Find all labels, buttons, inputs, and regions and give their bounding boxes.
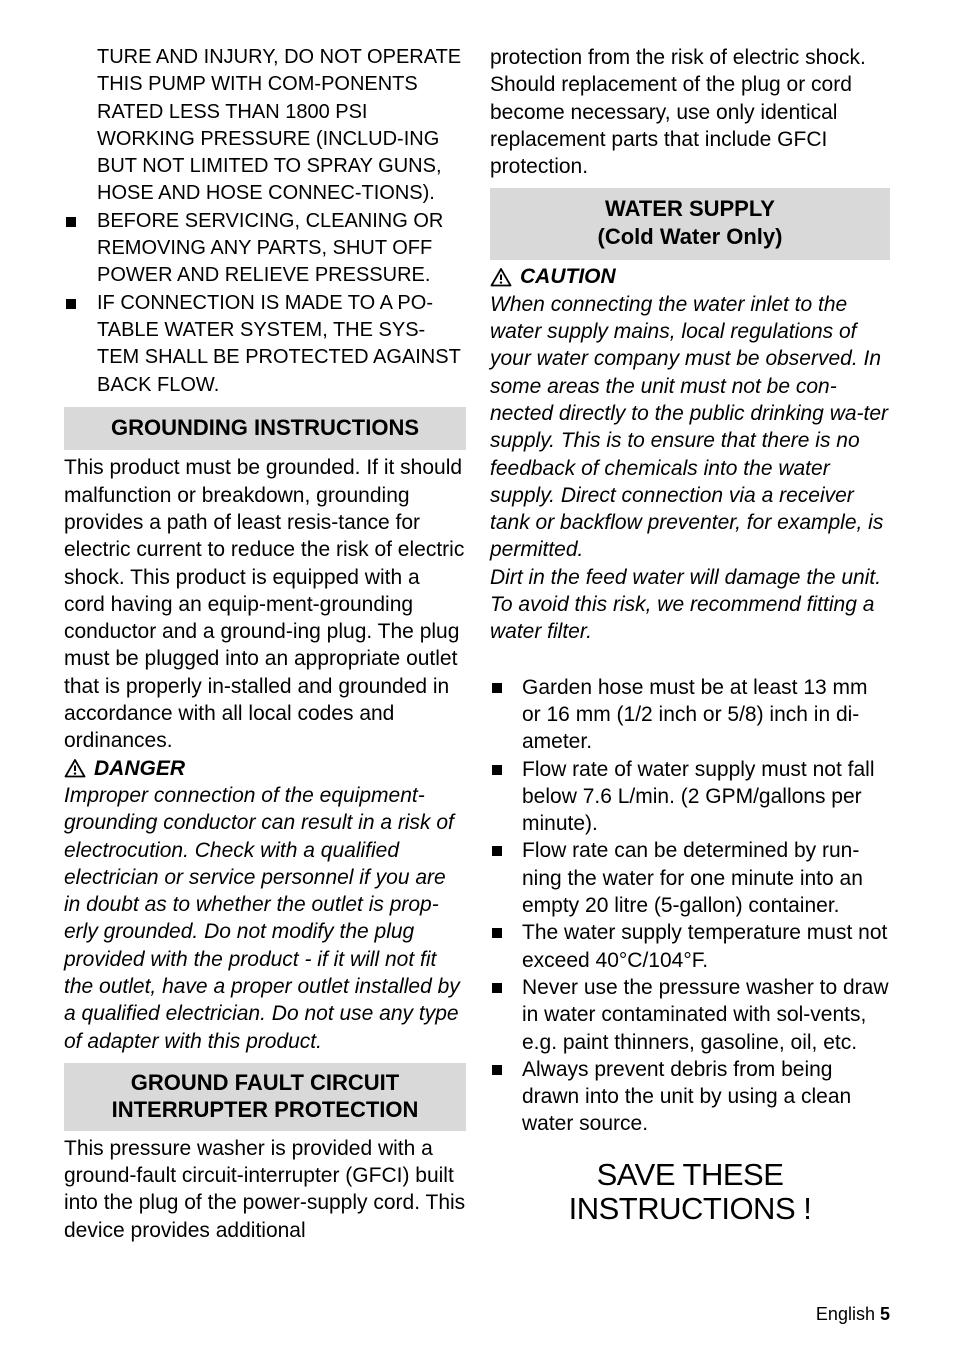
right-column xyxy=(490,44,890,1226)
page-number: 5 xyxy=(879,1304,890,1324)
gfci-heading xyxy=(64,1063,466,1131)
gfci-heading-line2: INTERRUPTER PROTECTION xyxy=(111,1097,419,1123)
bullet-square-icon xyxy=(66,217,76,227)
bullet-square-icon xyxy=(492,983,502,993)
list-item xyxy=(490,974,890,1056)
bullet-square-icon xyxy=(492,928,502,938)
continued-warning-text: TURE AND INJURY, DO NOT OPERATE THIS PUMP WITH COM-PONENTS RATED LESS THAN 1800 PSI WORKING PRESSURE (INCLUD-ING BUT NOT LIMITED TO SPRAY GUNS, HOSE AND HOSE CONNEC-TIONS). xyxy=(97,46,462,205)
caution-text-filter: Dirt in the feed water will damage the unit. To avoid this risk, we recommend fitting a water filter. xyxy=(490,565,882,644)
bullet-square-icon xyxy=(492,846,502,856)
list-item-text: Flow rate of water supply must not fall below 7.6 L/min. (2 GPM/gallons per minute). xyxy=(522,757,875,836)
caution-label xyxy=(490,263,890,290)
list-item-text: Garden hose must be at least 13 mm or 16 mm (1/2 inch or 5/8) inch in di-ameter. xyxy=(522,675,868,754)
save-instructions-heading xyxy=(490,1158,890,1226)
list-item xyxy=(490,837,890,919)
grounding-heading xyxy=(64,407,466,451)
warning-triangle-icon xyxy=(64,758,86,778)
warning-triangle-icon xyxy=(490,267,512,287)
save-line-2: INSTRUCTIONS ! xyxy=(568,1190,812,1226)
list-item-text: Never use the pressure washer to draw in water contaminated with sol-vents, e.g. paint thinners, gasoline, oil, etc. xyxy=(522,975,889,1054)
danger-text: Improper connection of the equipment-grounding conductor can result in a risk of electrocution. Check with a qualified electrician or service personnel if you are in doubt as to whether the outlet is prop-erly grounded. Do not modify the plug provided with the product - if it will not fit the outlet, have a proper outlet installed by a qualified electrician. Do not use any type of adapter with this product. xyxy=(64,783,460,1053)
list-item xyxy=(64,290,466,399)
danger-label-text: DANGER xyxy=(94,756,186,780)
list-item-text: Always prevent debris from being drawn into the unit by using a clean water source. xyxy=(522,1057,852,1136)
water-supply-heading-line2: (Cold Water Only) xyxy=(597,223,783,249)
bullet-square-icon xyxy=(66,299,76,309)
page-footer xyxy=(816,1303,890,1325)
footer-language: English xyxy=(815,1304,875,1324)
bullet-square-icon xyxy=(492,765,502,775)
bullet-square-icon xyxy=(492,683,502,693)
gfci-heading-line1: GROUND FAULT CIRCUIT xyxy=(130,1069,400,1095)
list-item xyxy=(490,919,890,974)
water-supply-list xyxy=(490,674,890,1138)
caution-label-text: CAUTION xyxy=(520,265,616,289)
caution-text: When connecting the water inlet to the water supply mains, local regulations of your water company must be observed. In some areas the unit must not be con-nected directly to the public drinking wa-ter supply. This is to ensure that there is no feedback of chemicals into the water supply. Direct connection via a receiver tank or backflow preventer, for example, is permitted. xyxy=(490,292,889,562)
gfci-body: This pressure washer is provided with a ground-fault circuit-interrupter (GFCI) built into the plug of the power-supply cord. This device provides additional xyxy=(64,1136,466,1242)
danger-label xyxy=(64,755,466,782)
list-item xyxy=(64,208,466,290)
save-line-1: SAVE THESE xyxy=(596,1156,784,1192)
list-item-text: Flow rate can be determined by run-ning the water for one minute into an empty 20 litre (5-gallon) container. xyxy=(522,839,863,918)
list-item xyxy=(490,674,890,756)
bullet-square-icon xyxy=(492,1065,502,1075)
list-item xyxy=(490,756,890,838)
list-item-text: The water supply temperature must not exceed 40°C/104°F. xyxy=(522,921,888,972)
left-column xyxy=(64,44,466,1244)
list-item-text: BEFORE SERVICING, CLEANING OR REMOVING ANY PARTS, SHUT OFF POWER AND RELIEVE PRESSURE. xyxy=(97,209,444,287)
grounding-heading-text: GROUNDING INSTRUCTIONS xyxy=(111,414,419,440)
water-supply-heading-line1: WATER SUPPLY xyxy=(605,196,775,222)
list-item xyxy=(490,1056,890,1138)
grounding-body: This product must be grounded. If it should malfunction or breakdown, grounding provides a path of least resis-tance for electric current to reduce the risk of electric shock. This product is equipped with a cord having an equip-ment-grounding conductor and a ground-ing plug. The plug must be plugged into an appropriate outlet that is properly in-stalled and grounded in accordance with all local codes and ordinances. xyxy=(64,456,465,753)
list-item-text: IF CONNECTION IS MADE TO A PO-TABLE WATER SYSTEM, THE SYS-TEM SHALL BE PROTECTED AGAINST BACK FLOW. xyxy=(97,291,461,396)
gfci-body-continued: protection from the risk of electric shock. Should replacement of the plug or cord become necessary, use only identical replacement parts that include GFCI protection. xyxy=(490,46,866,179)
water-supply-heading xyxy=(490,188,890,260)
